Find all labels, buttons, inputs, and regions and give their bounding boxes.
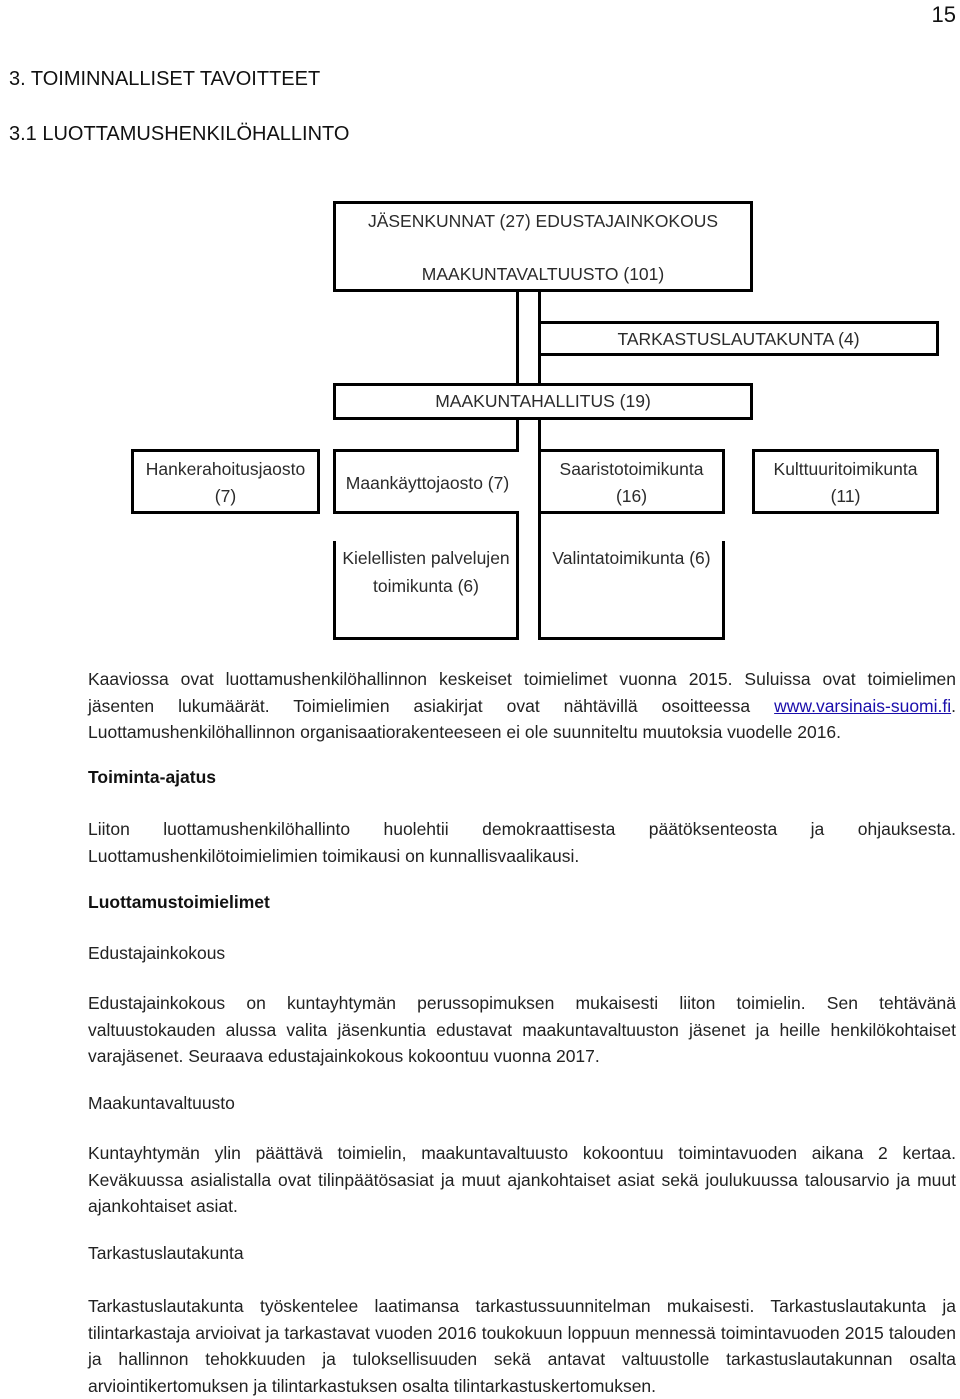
edustaja-heading: Edustajainkokous: [88, 943, 226, 963]
tarkastus-paragraph: Tarkastuslautakunta työskentelee laatimansa tarkastussuunnitelman mukaisesti. Tarkastuslautakunta ja tilintarkastaja arvioivat ja tarkastavat vuoden 2016 toukokuun loppuun mennessä toimintavuoden 2015 talouden ja hallinnon tehokkuuden ja tuloksellisuuden sekä antavat valtuustolle tarkastuslautakunnan osalta arviointikertomuksen ja tilintarkastuksen osalta tilintarkastuskertomuksen.: [88, 1296, 956, 1396]
toiminta-heading: Toiminta-ajatus: [88, 767, 217, 787]
jasenkunnat-label: JÄSENKUNNAT (27) EDUSTAJAINKOKOUS: [367, 211, 719, 231]
saaristo-line2: (16): [615, 486, 648, 506]
intro-text-a: Kaaviossa ovat luottamushenkilöhallinnon keskeiset toimielimet vuonna 2015. Suluissa ovat toimielimen jäsenten lukumäärät. Toimielimien asiakirjat ovat nähtävillä osoitteessa: [88, 669, 956, 716]
maankayttojaosto-box: [333, 449, 519, 514]
page-number: 15: [931, 2, 956, 27]
hallitus-box: [333, 383, 753, 420]
hallitus-label: MAAKUNTAHALLITUS (19): [435, 391, 651, 411]
connector-right-lower: [538, 513, 541, 543]
kieli-line1: Kielellisten palvelujen: [342, 548, 510, 568]
website-link[interactable]: www.varsinais-suomi.fi: [774, 695, 952, 716]
tarkastus-label: TARKASTUSLAUTAKUNTA (4): [617, 329, 860, 349]
maakunta-paragraph: Kuntayhtymän ylin päättävä toimielin, maakuntavaltuusto kokoontuu toimintavuoden aikana 2 kertaa. Keväkuussa asialistalla ovat tilinpäätösasiat ja muut ajankohtaiset asiat sekä joulukuussa talousarvio ja muut ajankohtaiset asiat.: [88, 1143, 956, 1216]
vaali-label: Valintatoimikunta (6): [552, 548, 711, 568]
jasenkunnat-box: [333, 201, 753, 238]
kulttuuritoimikunta-box: [752, 449, 939, 514]
kielelliset-palvelut-box: [333, 541, 519, 640]
kulttuuri-line1: Kulttuuritoimikunta: [773, 459, 918, 479]
tarkastuslautakunta-box: [538, 321, 939, 356]
hankerahoitusjaosto-box: [131, 449, 320, 514]
maankaytto-label: Maankäyttojaosto (7): [345, 473, 510, 493]
valintatoimikunta-box: [538, 541, 725, 640]
luottamus-heading: Luottamustoimielimet: [88, 892, 270, 912]
edustaja-paragraph: Edustajainkokous on kuntayhtymän perussopimuksen mukaisesti liiton toimielin. Sen tehtävänä valtuustokauden alussa valita jäsenkuntia edustavat maakuntavaltuuston jäsenet ja heille henkilökohtaiset varajäsenet. Seuraava edustajainkokous kokoontuu vuonna 2017.: [88, 993, 956, 1066]
section-heading: 3. TOIMINNALLISET TAVOITTEET: [9, 68, 321, 90]
maakunta-heading: Maakuntavaltuusto: [88, 1093, 235, 1113]
toiminta-paragraph: Liiton luottamushenkilöhallinto huolehtii demokraattisesta päätöksenteosta ja ohjauksesta. Luottamushenkilötoimielimien toimikausi on kunnallisvaalikausi.: [88, 819, 956, 866]
tarkastus-heading: Tarkastuslautakunta: [88, 1243, 244, 1263]
connector-left-lower: [516, 513, 519, 543]
trunk-left: [516, 291, 519, 386]
trunk-lower-left: [516, 419, 519, 451]
saaristotoimikunta-box: [538, 449, 725, 514]
subsection-heading: 3.1 LUOTTAMUSHENKILÖHALLINTO: [9, 123, 350, 145]
trunk-lower-right: [538, 419, 541, 451]
kulttuuri-line2: (11): [830, 486, 861, 506]
hanke-line1: Hankerahoitusjaosto: [145, 459, 306, 479]
hanke-line2: (7): [214, 486, 237, 506]
intro-text-b: . Luottamushenkilöhallinnon organisaatiorakenteeseen ei ole suunniteltu muutoksia vuodelle 2016.: [88, 695, 956, 742]
saaristo-line1: Saaristotoimikunta: [559, 459, 704, 479]
kieli-line2: toimikunta (6): [372, 576, 479, 596]
intro-paragraph: [88, 666, 956, 746]
valtuusto-label: MAAKUNTAVALTUUSTO (101): [421, 264, 665, 284]
valtuusto-box: [333, 235, 753, 292]
